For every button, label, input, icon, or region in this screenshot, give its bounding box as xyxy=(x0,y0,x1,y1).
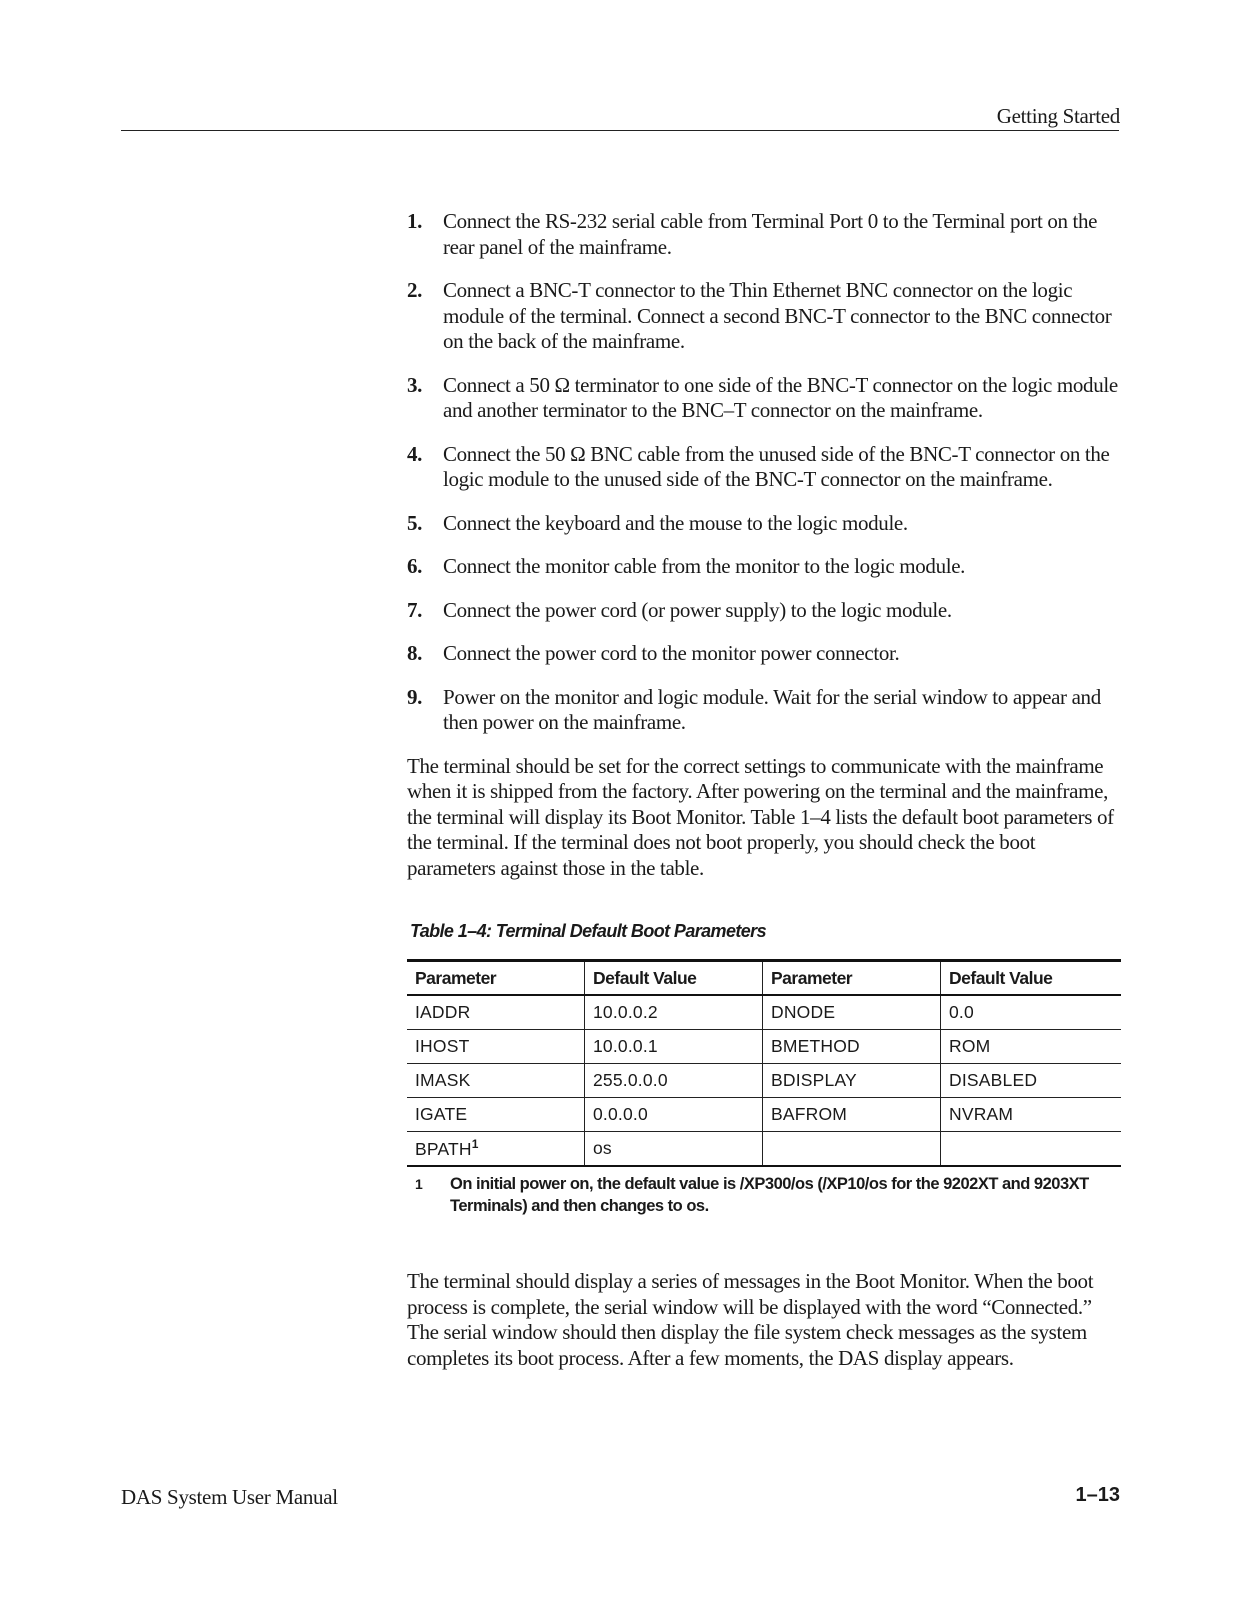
table-cell: IGATE xyxy=(407,1098,585,1132)
table-cell-with-footnote xyxy=(407,1132,585,1167)
table-cell: IADDR xyxy=(407,995,585,1030)
step-text: Connect the RS-232 serial cable from Terminal Port 0 to the Terminal port on the rear panel of the mainframe. xyxy=(443,209,1098,259)
procedure-step xyxy=(407,554,1119,580)
step-text: Connect the power cord (or power supply) to the logic module. xyxy=(443,597,952,622)
table-header-row xyxy=(407,961,1121,996)
step-text: Connect the monitor cable from the monitor to the logic module. xyxy=(443,554,966,578)
step-number: 3. xyxy=(407,372,423,397)
table-cell xyxy=(941,1132,1122,1167)
column-header: Parameter xyxy=(407,961,585,996)
table-cell: DNODE xyxy=(763,995,941,1030)
table-cell: BMETHOD xyxy=(763,1030,941,1064)
step-number: 8. xyxy=(407,641,423,665)
table-cell: 0.0.0.0 xyxy=(585,1098,763,1132)
procedure-step xyxy=(407,641,1119,667)
step-text: Connect the 50 Ω BNC cable from the unused side of the BNC-T connector on the logic module to the unused side of the BNC-T connector on the mainframe. xyxy=(443,441,1110,491)
footnote-text: On initial power on, the default value is /XP300/os (/XP10/os for the 9202XT and 9203XT Terminals) and then changes to os. xyxy=(450,1175,1089,1215)
step-number: 4. xyxy=(407,441,423,466)
procedure-step xyxy=(407,278,1119,355)
table-cell xyxy=(763,1132,941,1167)
table-row xyxy=(407,1098,1121,1132)
procedure-step xyxy=(407,209,1119,260)
step-text: Connect a 50 Ω terminator to one side of the BNC-T connector on the logic module and another terminator to the BNC–T connector on the mainframe. xyxy=(443,372,1118,422)
step-text: Connect a BNC-T connector to the Thin Ethernet BNC connector on the logic module of the terminal. Connect a second BNC-T connector to the BNC connector on the back of the mainframe. xyxy=(443,278,1112,353)
step-text: Power on the monitor and logic module. Wait for the serial window to appear and then power on the mainframe. xyxy=(443,684,1101,734)
table-cell: 10.0.0.1 xyxy=(585,1030,763,1064)
step-text: Connect the keyboard and the mouse to the logic module. xyxy=(443,510,908,535)
procedure-step xyxy=(407,685,1119,736)
table-cell: os xyxy=(585,1132,763,1167)
table-cell: IHOST xyxy=(407,1030,585,1064)
table-cell: 255.0.0.0 xyxy=(585,1064,763,1098)
step-text: Connect the power cord to the monitor power connector. xyxy=(443,641,900,665)
table-cell: 0.0 xyxy=(941,995,1122,1030)
procedure-step xyxy=(407,511,1119,537)
table-row xyxy=(407,1030,1121,1064)
table-cell: DISABLED xyxy=(941,1064,1122,1098)
column-header: Default Value xyxy=(941,961,1122,996)
step-number: 2. xyxy=(407,278,423,302)
step-number: 5. xyxy=(407,510,423,535)
table-footnote xyxy=(415,1173,1119,1217)
closing-paragraph: The terminal should display a series of messages in the Boot Monitor. When the boot process is complete, the serial window will be displayed with the word “Connected.” The serial window should then display the file system check messages as the system completes its boot process. After a few moments, the DAS display appears. xyxy=(407,1269,1094,1370)
column-header: Default Value xyxy=(585,961,763,996)
cell-text: BPATH xyxy=(415,1138,472,1159)
step-number: 7. xyxy=(407,597,423,622)
table-row xyxy=(407,1064,1121,1098)
footnote-reference: 1 xyxy=(471,1137,479,1152)
page-content xyxy=(407,209,1119,1371)
boot-parameters-table xyxy=(407,959,1121,1167)
procedure-steps xyxy=(407,209,1119,736)
table-cell: IMASK xyxy=(407,1064,585,1098)
table-row xyxy=(407,1132,1121,1167)
table-row xyxy=(407,995,1121,1030)
table-cell: BDISPLAY xyxy=(763,1064,941,1098)
running-header: Getting Started xyxy=(996,104,1120,128)
step-number: 1. xyxy=(407,209,423,233)
page-number: 1–13 xyxy=(1075,1484,1120,1506)
intro-paragraph: The terminal should be set for the correct settings to communicate with the mainframe when it is shipped from the factory. After powering on the terminal and the mainframe, the terminal will display its Boot Monitor. Table 1–4 lists the default boot parameters of the terminal. If the terminal does not boot properly, you should check the boot parameters against those in the table. xyxy=(407,753,1114,880)
procedure-step xyxy=(407,442,1119,493)
step-number: 9. xyxy=(407,684,423,709)
manual-title: DAS System User Manual xyxy=(121,1485,338,1509)
table-cell: NVRAM xyxy=(941,1098,1122,1132)
table-cell: ROM xyxy=(941,1030,1122,1064)
table-cell: 10.0.0.2 xyxy=(585,995,763,1030)
procedure-step xyxy=(407,373,1119,424)
footnote-mark: 1 xyxy=(415,1176,423,1192)
table-cell: BAFROM xyxy=(763,1098,941,1132)
step-number: 6. xyxy=(407,554,423,578)
header-rule xyxy=(121,130,1119,131)
table-caption: Table 1–4: Terminal Default Boot Parameters xyxy=(410,921,766,941)
procedure-step xyxy=(407,598,1119,624)
column-header: Parameter xyxy=(763,961,941,996)
